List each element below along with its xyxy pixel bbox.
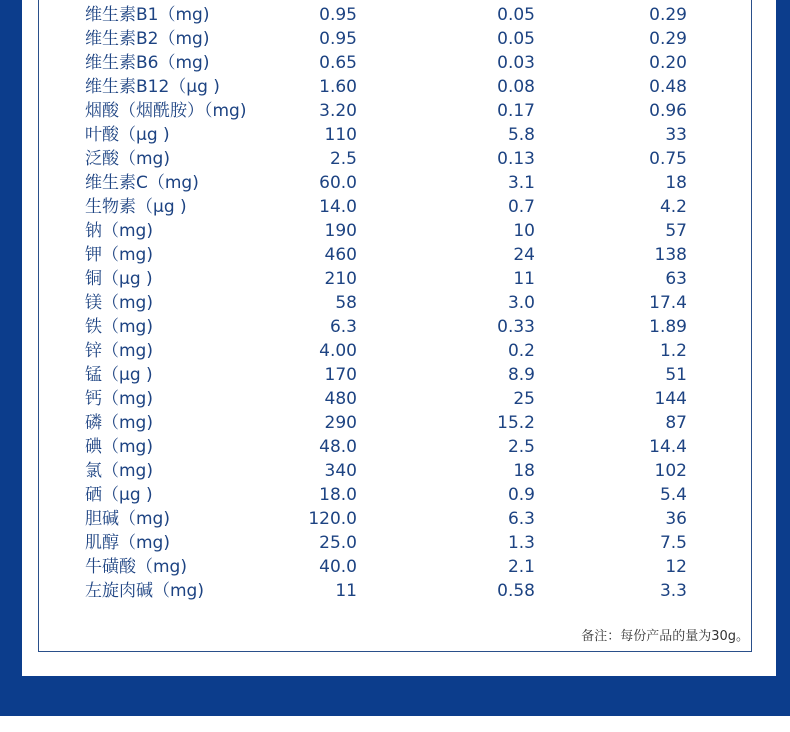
value-per-100g: 40.0 — [319, 557, 357, 577]
value-per-100g: 290 — [324, 413, 357, 433]
table-row — [39, 579, 753, 603]
table-row — [39, 339, 753, 363]
value-per-serving: 0.20 — [649, 53, 687, 73]
value-per-100g: 60.0 — [319, 173, 357, 193]
value-per-serving: 18 — [665, 173, 687, 193]
nutrient-name: 氯（mg) — [85, 461, 153, 481]
value-per-serving: 0.75 — [649, 149, 687, 169]
nutrient-name: 硒（μg ) — [85, 485, 153, 505]
table-row — [39, 27, 753, 51]
value-per-serving: 138 — [654, 245, 687, 265]
value-per-serving: 57 — [665, 221, 687, 241]
value-per-serving: 14.4 — [649, 437, 687, 457]
table-row — [39, 291, 753, 315]
nutrient-name: 钾（mg) — [85, 245, 153, 265]
value-per-100g: 11 — [335, 581, 357, 601]
value-per-100g: 18.0 — [319, 485, 357, 505]
nutrition-card — [22, 0, 776, 676]
value-per-serving: 51 — [665, 365, 687, 385]
value-per-serving: 0.96 — [649, 101, 687, 121]
value-per-serving: 0.29 — [649, 29, 687, 49]
value-per-100g: 48.0 — [319, 437, 357, 457]
nutrient-name: 碘（mg) — [85, 437, 153, 457]
table-row — [39, 267, 753, 291]
table-row — [39, 195, 753, 219]
nutrient-name: 铜（μg ) — [85, 269, 153, 289]
nutrient-name: 维生素B2（mg) — [85, 29, 210, 49]
value-per-100kj: 5.8 — [507, 125, 535, 145]
table-row — [39, 75, 753, 99]
value-per-100kj: 0.9 — [507, 485, 535, 505]
value-per-serving: 33 — [665, 125, 687, 145]
nutrient-name: 维生素B12（μg ) — [85, 77, 220, 97]
value-per-100g: 210 — [324, 269, 357, 289]
value-per-100g: 340 — [324, 461, 357, 481]
nutrient-name: 牛磺酸（mg) — [85, 557, 187, 577]
value-per-100kj: 0.08 — [497, 77, 535, 97]
value-per-100kj: 24 — [513, 245, 535, 265]
nutrition-table — [38, 0, 752, 652]
nutrient-name: 维生素C（mg) — [85, 173, 199, 193]
nutrient-name: 磷（mg) — [85, 413, 153, 433]
nutrient-name: 生物素（μg ) — [85, 197, 187, 217]
value-per-100kj: 0.17 — [497, 101, 535, 121]
nutrient-name: 烟酸（烟酰胺）（mg) — [85, 101, 247, 121]
value-per-100g: 0.65 — [319, 53, 357, 73]
footer-note: 备注：每份产品的量为30g。 — [581, 629, 749, 644]
value-per-100kj: 3.0 — [507, 293, 535, 313]
table-row — [39, 147, 753, 171]
value-per-100kj: 3.1 — [507, 173, 535, 193]
table-row — [39, 171, 753, 195]
value-per-100g: 58 — [335, 293, 357, 313]
table-row — [39, 99, 753, 123]
value-per-100kj: 0.33 — [497, 317, 535, 337]
value-per-serving: 4.2 — [659, 197, 687, 217]
table-row — [39, 315, 753, 339]
value-per-100g: 170 — [324, 365, 357, 385]
value-per-100g: 25.0 — [319, 533, 357, 553]
table-row — [39, 435, 753, 459]
table-row — [39, 555, 753, 579]
nutrient-name: 左旋肉碱（mg) — [85, 581, 204, 601]
value-per-serving: 0.29 — [649, 5, 687, 25]
nutrient-name: 肌醇（mg) — [85, 533, 170, 553]
nutrient-name: 叶酸（μg ) — [85, 125, 170, 145]
value-per-serving: 17.4 — [649, 293, 687, 313]
nutrient-name: 钠（mg) — [85, 221, 153, 241]
value-per-serving: 36 — [665, 509, 687, 529]
nutrient-name: 维生素B1（mg) — [85, 5, 210, 25]
value-per-100kj: 18 — [513, 461, 535, 481]
value-per-serving: 87 — [665, 413, 687, 433]
value-per-serving: 63 — [665, 269, 687, 289]
table-row — [39, 3, 753, 27]
value-per-100g: 0.95 — [319, 5, 357, 25]
value-per-100g: 3.20 — [319, 101, 357, 121]
value-per-100g: 0.95 — [319, 29, 357, 49]
nutrient-name: 锌（mg) — [85, 341, 153, 361]
value-per-100kj: 11 — [513, 269, 535, 289]
value-per-100g: 2.5 — [329, 149, 357, 169]
value-per-serving: 1.89 — [649, 317, 687, 337]
nutrient-name: 铁（mg) — [85, 317, 153, 337]
value-per-100g: 460 — [324, 245, 357, 265]
value-per-serving: 12 — [665, 557, 687, 577]
table-row — [39, 531, 753, 555]
value-per-100g: 6.3 — [329, 317, 357, 337]
value-per-100kj: 2.1 — [507, 557, 535, 577]
value-per-100kj: 0.2 — [507, 341, 535, 361]
value-per-serving: 144 — [654, 389, 687, 409]
nutrient-name: 泛酸（mg) — [85, 149, 170, 169]
value-per-100kj: 25 — [513, 389, 535, 409]
table-row — [39, 411, 753, 435]
value-per-100kj: 0.03 — [497, 53, 535, 73]
value-per-100kj: 2.5 — [507, 437, 535, 457]
value-per-100g: 120.0 — [308, 509, 357, 529]
table-row — [39, 507, 753, 531]
value-per-100g: 110 — [324, 125, 357, 145]
value-per-serving: 3.3 — [659, 581, 687, 601]
nutrient-name: 镁（mg) — [85, 293, 153, 313]
value-per-100kj: 0.13 — [497, 149, 535, 169]
table-row — [39, 51, 753, 75]
value-per-100g: 1.60 — [319, 77, 357, 97]
value-per-100kj: 15.2 — [497, 413, 535, 433]
value-per-100kj: 10 — [513, 221, 535, 241]
value-per-100kj: 6.3 — [507, 509, 535, 529]
value-per-100g: 14.0 — [319, 197, 357, 217]
nutrient-name: 维生素B6（mg) — [85, 53, 210, 73]
table-row — [39, 363, 753, 387]
value-per-serving: 0.48 — [649, 77, 687, 97]
table-row — [39, 459, 753, 483]
value-per-100kj: 8.9 — [507, 365, 535, 385]
table-row — [39, 483, 753, 507]
value-per-100g: 190 — [324, 221, 357, 241]
value-per-serving: 1.2 — [659, 341, 687, 361]
value-per-serving: 7.5 — [659, 533, 687, 553]
table-row — [39, 243, 753, 267]
nutrient-name: 胆碱（mg) — [85, 509, 170, 529]
value-per-100g: 4.00 — [319, 341, 357, 361]
table-row — [39, 123, 753, 147]
value-per-100kj: 0.05 — [497, 29, 535, 49]
value-per-serving: 5.4 — [659, 485, 687, 505]
value-per-100kj: 1.3 — [507, 533, 535, 553]
value-per-100kj: 0.7 — [507, 197, 535, 217]
nutrient-name: 锰（μg ) — [85, 365, 153, 385]
value-per-100kj: 0.05 — [497, 5, 535, 25]
value-per-100g: 480 — [324, 389, 357, 409]
table-row — [39, 387, 753, 411]
bottom-strip — [0, 716, 790, 732]
value-per-100kj: 0.58 — [497, 581, 535, 601]
table-row — [39, 219, 753, 243]
value-per-serving: 102 — [654, 461, 687, 481]
nutrient-name: 钙（mg) — [85, 389, 153, 409]
